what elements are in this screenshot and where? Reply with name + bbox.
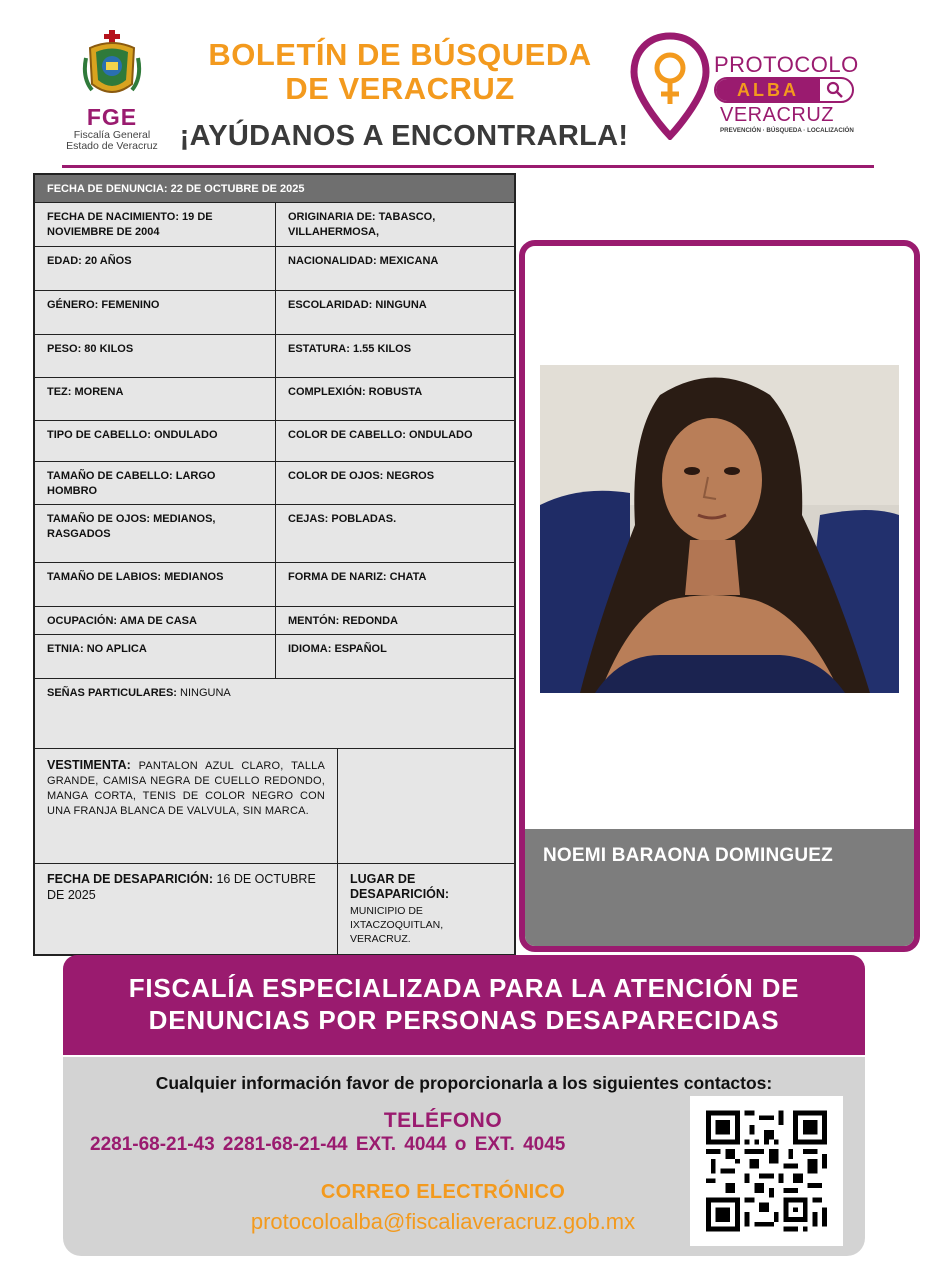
field-ocupacion: OCUPACIÓN: AMA DE CASA: [35, 607, 276, 635]
field-color-ojos: COLOR DE OJOS: NEGROS: [276, 462, 514, 505]
fiscalia-title: [63, 972, 865, 1036]
field-originaria: ORIGINARIA DE: TABASCO, VILLAHERMOSA,: [276, 203, 514, 247]
field-tipo-cabello: TIPO DE CABELLO: ONDULADO: [35, 421, 276, 462]
bulletin-title-line1: BOLETÍN DE BÚSQUEDA: [208, 37, 592, 72]
name-band: [525, 829, 914, 946]
field-lugar-desaparicion: [338, 864, 514, 954]
fge-wordmark: FGE: [86, 104, 138, 130]
field-senas-particulares: [35, 679, 514, 749]
report-date-row: FECHA DE DENUNCIA: 22 DE OCTUBRE DE 2025: [35, 175, 514, 203]
telefono-numbers[interactable]: 2281-68-21-43 2281-68-21-44 EXT. 4044 o EXT. 4045: [90, 1134, 566, 1155]
field-edad: EDAD: 20 AÑOS: [35, 247, 276, 291]
telefono-title: TELÉFONO: [383, 1109, 503, 1132]
field-tamano-ojos: TAMAÑO DE OJOS: MEDIANOS, RASGADOS: [35, 505, 276, 563]
fiscalia-title-line2: DENUNCIAS POR PERSONAS DESAPARECIDAS: [148, 1005, 780, 1035]
contact-intro: Cualquier información favor de proporcionarla a los siguientes contactos:: [155, 1073, 773, 1093]
vestimenta-value: PANTALON AZUL CLARO, TALLA GRANDE, CAMISA NEGRA DE CUELLO REDONDO, MANGA CORTA, TENIS DE COLOR NEGRO CON UNA FRANJA BLANCA DE VALVULA, SIN MARCA.: [47, 760, 325, 817]
bulletin-title-line2: DE VERACRUZ: [285, 71, 515, 106]
field-fecha-desaparicion: [35, 864, 338, 954]
fiscalia-banner: [63, 955, 865, 1055]
field-forma-nariz: FORMA DE NARIZ: CHATA: [276, 563, 514, 607]
fiscalia-title-line1: FISCALÍA ESPECIALIZADA PARA LA ATENCIÓN DE: [128, 973, 800, 1003]
field-estatura: ESTATURA: 1.55 KILOS: [276, 335, 514, 378]
lugar-label: LUGAR DE DESAPARICIÓN:: [350, 872, 450, 901]
fge-sub-line2: Estado de Veracruz: [66, 140, 158, 152]
field-vestimenta: [35, 749, 338, 864]
vestimenta-label: VESTIMENTA:: [47, 758, 131, 772]
fge-sub-line1: Fiscalía General: [73, 129, 151, 141]
field-peso: PESO: 80 KILOS: [35, 335, 276, 378]
empty-cell: [338, 749, 514, 864]
missing-person-data-table: [33, 173, 516, 956]
alba-pill: [714, 77, 854, 103]
fge-logo: [62, 28, 162, 153]
field-nacionalidad: NACIONALIDAD: MEXICANA: [276, 247, 514, 291]
senas-label: SEÑAS PARTICULARES:: [47, 687, 177, 699]
veracruz-seal-icon: [82, 28, 142, 104]
location-pin-venus-icon: [630, 32, 710, 140]
field-tamano-labios: TAMAÑO DE LABIOS: MEDIANOS: [35, 563, 276, 607]
person-photo: [540, 365, 899, 693]
field-fecha-nacimiento: FECHA DE NACIMIENTO: 19 DE NOVIEMBRE DE 2004: [35, 203, 276, 247]
field-escolaridad: ESCOLARIDAD: NINGUNA: [276, 291, 514, 335]
field-menton: MENTÓN: REDONDA: [276, 607, 514, 635]
field-cejas: CEJAS: POBLADAS.: [276, 505, 514, 563]
correo-link[interactable]: protocoloalba@fiscaliaveracruz.gob.mx: [250, 1209, 636, 1234]
alba-veracruz-text: VERACRUZ: [720, 104, 835, 126]
header-divider: [62, 165, 874, 168]
person-photo-illustration: [540, 365, 899, 693]
help-find-her-heading: ¡AYÚDANOS A ENCONTRARLA!: [179, 120, 629, 152]
field-tez: TEZ: MORENA: [35, 378, 276, 421]
photo-card: [519, 240, 920, 952]
lugar-value: MUNICIPIO DE IXTACZOQUITLAN, VERACRUZ.: [350, 905, 444, 945]
fecha-desaparicion-label: FECHA DE DESAPARICIÓN:: [47, 872, 213, 886]
alba-tagline: PREVENCIÓN · BÚSQUEDA · LOCALIZACIÓN: [720, 127, 854, 134]
field-color-cabello: COLOR DE CABELLO: ONDULADO: [276, 421, 514, 462]
field-etnia: ETNIA: NO APLICA: [35, 635, 276, 679]
contact-box: [63, 1057, 865, 1256]
qr-code-graphic: [706, 1106, 827, 1236]
field-idioma: IDIOMA: ESPAÑOL: [276, 635, 514, 679]
field-genero: GÉNERO: FEMENINO: [35, 291, 276, 335]
fge-subtitle: [62, 130, 162, 152]
search-icon: [826, 81, 844, 99]
bulletin-title: [180, 38, 620, 106]
correo-title: CORREO ELECTRÓNICO: [320, 1181, 566, 1203]
fecha-desaparicion-value: 16 DE OCTUBRE DE 2025: [47, 872, 316, 902]
person-name: NOEMI BARAONA DOMINGUEZ: [543, 845, 833, 866]
alba-word: ALBA: [737, 80, 799, 100]
alba-protocolo-text: PROTOCOLO: [714, 52, 859, 77]
field-tamano-cabello: TAMAÑO DE CABELLO: LARGO HOMBRO: [35, 462, 276, 505]
qr-code-icon[interactable]: [690, 1096, 843, 1246]
field-complexion: COMPLEXIÓN: ROBUSTA: [276, 378, 514, 421]
senas-value: NINGUNA: [176, 687, 231, 699]
